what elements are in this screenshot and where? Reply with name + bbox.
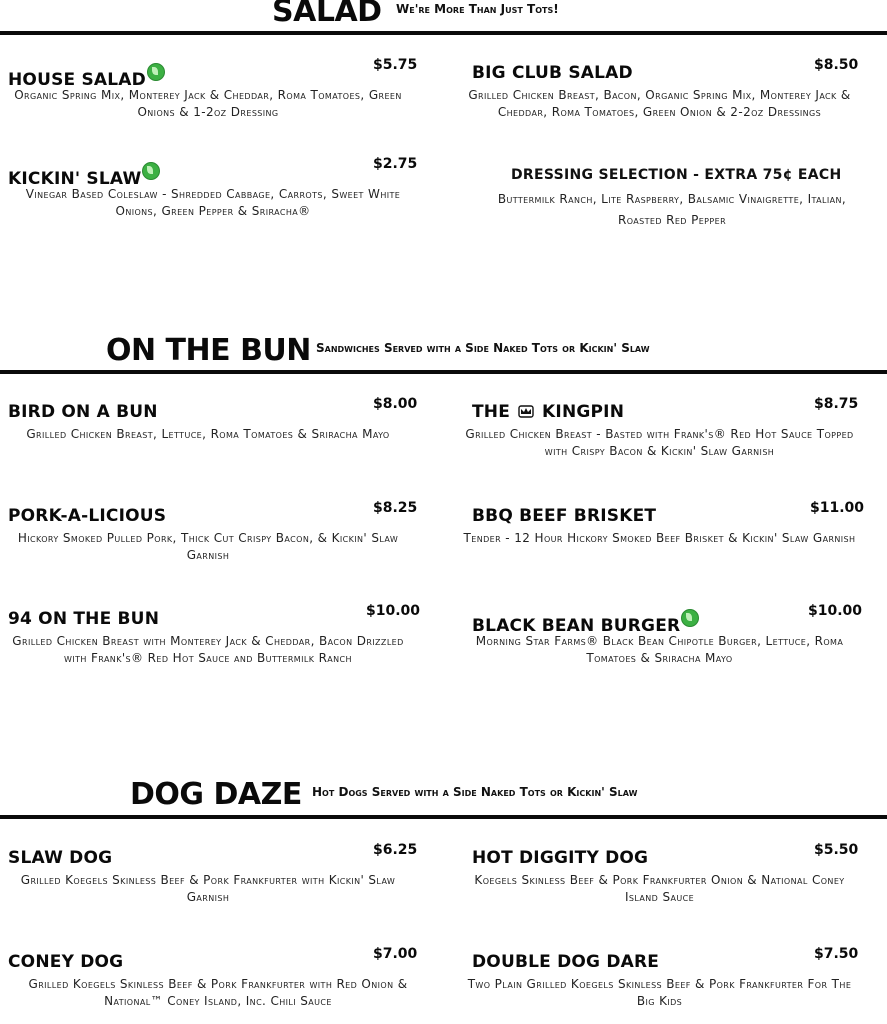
item-price: $6.25 xyxy=(373,842,418,858)
item-name: BIRD ON A BUN xyxy=(8,402,158,422)
item-name: BIG CLUB SALAD xyxy=(472,63,633,83)
item-name: PORK-A-LICIOUS xyxy=(8,506,167,526)
item-description: Grilled Chicken Breast, Bacon, Organic Spring Mix, Monterey Jack & Cheddar, Roma Tomatoes, Green Onion & 2-2oz Dressings xyxy=(468,88,851,119)
vegetarian-icon xyxy=(681,609,699,627)
dog-divider xyxy=(0,815,887,819)
dog-section-subtitle: Hot Dogs Served with a Side Naked Tots or Kickin' Slaw xyxy=(312,785,638,799)
item-description: Tender - 12 Hour Hickory Smoked Beef Brisket & Kickin' Slaw Garnish xyxy=(463,531,856,545)
item-price: $8.50 xyxy=(814,57,859,73)
item-name: DOUBLE DOG DARE xyxy=(472,952,660,972)
item-description: Grilled Chicken Breast with Monterey Jack & Cheddar, Bacon Drizzled with Frank's® Red Hot Sauce and Buttermilk Ranch xyxy=(12,634,404,665)
item-name: BBQ BEEF BRISKET xyxy=(472,506,657,526)
item-price: $2.75 xyxy=(373,156,418,172)
item-price: $10.00 xyxy=(366,603,421,619)
item-name: HOT DIGGITY DOG xyxy=(472,848,649,868)
item-price: $11.00 xyxy=(810,500,865,516)
item-price: $8.00 xyxy=(373,396,418,412)
bun-section-title: ON THE BUN xyxy=(106,333,311,368)
item-name: KICKIN' SLAW xyxy=(8,162,160,189)
salad-section-title: SALAD xyxy=(272,0,382,29)
item-description: Grilled Chicken Breast - Basted with Frank's® Red Hot Sauce Topped with Crispy Bacon & Kickin' Slaw Garnish xyxy=(465,427,854,458)
item-name: BLACK BEAN BURGER xyxy=(472,609,699,636)
item-name: CONEY DOG xyxy=(8,952,124,972)
bun-section-subtitle: Sandwiches Served with a Side Naked Tots or Kickin' Slaw xyxy=(316,341,650,355)
dressing-selection-list: Buttermilk Ranch, Lite Raspberry, Balsamic Vinaigrette, Italian, Roasted Red Pepper xyxy=(497,192,847,227)
bun-divider xyxy=(0,370,887,374)
item-description: Vinegar Based Coleslaw - Shredded Cabbage, Carrots, Sweet White Onions, Green Pepper & Sriracha® xyxy=(25,187,401,218)
item-description: Morning Star Farms® Black Bean Chipotle Burger, Lettuce, Roma Tomatoes & Sriracha Mayo xyxy=(475,634,844,665)
item-description: Grilled Koegels Skinless Beef & Pork Frankfurter with Red Onion & National™ Coney Island, Inc. Chili Sauce xyxy=(28,977,408,1008)
dog-section-title: DOG DAZE xyxy=(130,777,302,812)
item-price: $5.75 xyxy=(373,57,418,73)
dressing-selection-title: DRESSING SELECTION - EXTRA 75¢ EACH xyxy=(511,167,842,183)
item-price: $8.25 xyxy=(373,500,418,516)
salad-section-subtitle: We're More Than Just Tots! xyxy=(396,2,559,16)
salad-divider xyxy=(0,31,887,35)
item-name: HOUSE SALAD xyxy=(8,63,165,90)
vegetarian-icon xyxy=(147,63,165,81)
item-description: Hickory Smoked Pulled Pork, Thick Cut Crispy Bacon, & Kickin' Slaw Garnish xyxy=(17,531,399,562)
item-price: $8.75 xyxy=(814,396,859,412)
item-description: Koegels Skinless Beef & Pork Frankfurter Onion & National Coney Island Sauce xyxy=(474,873,845,904)
item-description: Two Plain Grilled Koegels Skinless Beef & Pork Frankfurter For The Big Kids xyxy=(467,977,852,1008)
crown-icon xyxy=(518,404,534,418)
item-description: Grilled Koegels Skinless Beef & Pork Frankfurter with Kickin' Slaw Garnish xyxy=(20,873,396,904)
item-name: 94 ON THE BUN xyxy=(8,609,160,629)
item-price: $7.00 xyxy=(373,946,418,962)
vegetarian-icon xyxy=(142,162,160,180)
item-name: THE KINGPIN xyxy=(472,402,625,422)
item-name: SLAW DOG xyxy=(8,848,113,868)
item-price: $7.50 xyxy=(814,946,859,962)
item-price: $10.00 xyxy=(808,603,863,619)
item-price: $5.50 xyxy=(814,842,859,858)
item-description: Organic Spring Mix, Monterey Jack & Cheddar, Roma Tomatoes, Green Onions & 1-2oz Dressing xyxy=(14,88,402,119)
item-description: Grilled Chicken Breast, Lettuce, Roma Tomatoes & Sriracha Mayo xyxy=(26,427,390,441)
